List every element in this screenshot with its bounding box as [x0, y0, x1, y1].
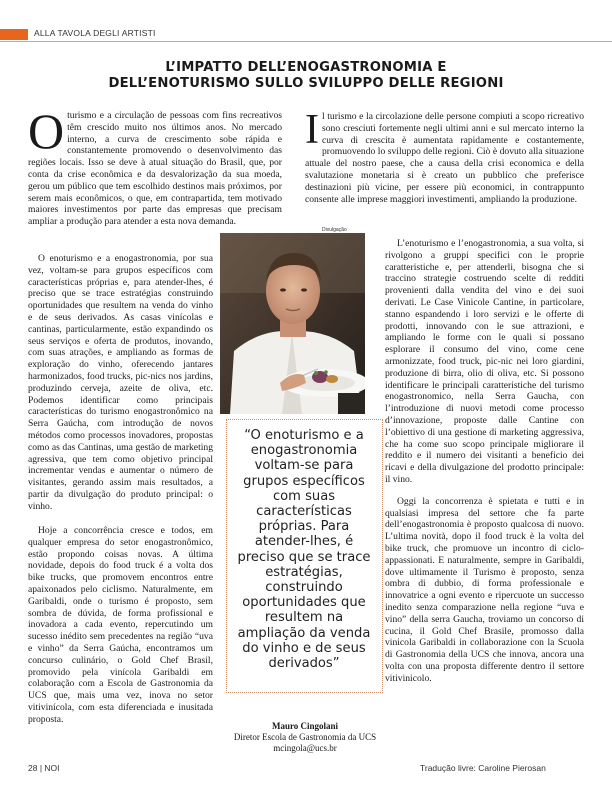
chef-photo-image [220, 233, 365, 414]
section-accent-bar [0, 29, 28, 40]
right-paragraph-2: L’enoturismo e l’enogastronomia, a sua volta, si rivolgono a gruppi specifici con le proprie caratteristiche e, per attenderli, bisogna che si traccino strategie costruendo scelte di redditi provenienti dalla vendita del vino e dei suoi derivati. Le Case Vinicole Cantine, in particolare, stanno espandendo i loro servizi e le offerte di prodotti, innovando con le sue attrazioni, e ampliando le forme con le quali si possano esplorare il consumo del vino, come cene armonizzate, food truck, pic-nic nei loro giardini, produzione di birra, olio di oliva, etc. Si possono identificare le principali caratteristiche del turismo enogastronomico, nella Serra Gaucha, con l’introduzione di nuovi metodi come processo d’innovazione, proposte dalle Cantine con l’obiettivo di una gestione di marketing aggressiva, che ha come suo scopo principale migliorare il reddito e il numero dei visitanti a beneficio dei ricavi e della divulgazione del prodotto principale: il vino. [385, 238, 584, 485]
article-title-line2: DELL’ENOTURISMO SULLO SVILUPPO DELLE REGIONI [108, 76, 504, 91]
article-title-line1: L’IMPATTO DELL’ENOGASTRONOMIA E [165, 60, 447, 75]
left-paragraph-3: Hoje a concorrência cresce e todos, em qualquer empresa do setor enogastronômico, estão propondo coisas novas. A última novidade, depois do food truck é a volta dos bike trucks, que promovem encontros entre apaixonados pelo ciclismo. Naturalmente, em Garibaldi, onde o turismo é proposto, sem sombra de dúvida, de forma profissional e inovadora a cada evento, repercutindo um sucesso inédito sem precedentes na região “uva e vinho” da Serra Gaúcha, encontramos um concurso culinário, o Gold Chef Brasil, promovido pela vinícola Garibaldi em colaboração com a Escola de Gastronomia da UCS que, mais uma vez, inova no setor vitivinícola, com esta diferenciada e inusitada proposta. [28, 525, 213, 725]
author-name: Mauro Cingolani [271, 721, 339, 731]
pullquote-text: “O enoturismo e a enogastronomia voltam-se para grupos específicos com suas características próprias. Para atender-lhes, é preciso que se trace estratégias, construindo oportunidades que resultem na ampliação da venda do vinho e de seus derivados” [237, 428, 371, 672]
left-paragraph-1: Oturismo e a circulação de pessoas com fins recreativos têm crescido muito nos últimos anos. No mercado interno, a curva de crescimento sobe rápida e constantemente promovendo o desenvolvimento das regiões locais. Isso se deve à atual situação do Brasil, que, por conta da crise econômica e da desvalorização da sua moeda, gerou um público que tem escolhido destinos mais próximos, por serem mais econômicos, o que, em contrapartida, tem motivado maiores investimentos por parte das empresas que precisam ampliar a produção para atender a esta nova demanda. [28, 103, 282, 228]
translation-credit: Tradução livre: Caroline Pierosan [420, 763, 546, 773]
header-rule [0, 41, 612, 42]
author-role: Diretor Escola de Gastronomia da UCS [233, 732, 377, 742]
page-number: 28 | NOI [28, 763, 60, 773]
left-paragraph-2: O enoturismo e a enogastronomia, por sua vez, voltam-se para grupos específicos com características próprias e, para atender-lhes, é preciso que se trace estratégias construindo oportunidades que resultem na venda do vinho e de seus derivados. As casas vinícolas e cantinas, particularmente, estão expandindo os seus serviços e oferta de produtos, inovando, com suas atrações, e ampliando as formas de exploração do vinho, oferecendo jantares harmonizados, food trucks, pic-nics nos jardins, produzindo cerveja, azeite de oliva, etc. Podemos identificar como principais características do turismo enogastronômico na Serra Gaúcha, com introdução de novos métodos como processos inovadores, propostas como as das Cantinas, uma gestão de marketing agressiva, que tem como objetivo principal incrementar vendas e aumentar o número de visitantes, gerando assim mais resultados, a partir da divulgação do produto principal: o vinho. [28, 253, 213, 512]
right-paragraph-1: Il turismo e la circolazione delle persone compiuti a scopo ricreativo sono cresciuti fortemente negli ultimi anni e sul mercato interno la curva di crescita è aumentata rapidamente e costantemente, promuovendo lo sviluppo delle regioni. Ciò è dovuto alla situazione attuale del nostro paese, che a causa della crisi economica e della svalutazione monetaria si è creato un pubblico che preferisce destinazioni più vicine, per essere più economici, in contrappunto consente alle imprese maggiori investimenti, ampliando la produzione. [305, 107, 584, 205]
left-dropcap: O [28, 103, 65, 159]
right-paragraph-3: Oggi la concorrenza è spietata e tutti e in qualsiasi impresa del settore che fa parte dell’enogastronomia è proposto qualcosa di nuovo. L’ultima novità, dopo il food truck è la volta del bike truck, che promuove un incontro di ciclo-appassionati. E naturalmente, sempre in Garibaldi, dove ultimamente il Turismo è proposto, senza ombra di dubbio, di forma professionale e innovatrice a ogni evento e ripercuote un successo inedito senza comparazione nella regione “uva e vino” della serra Gaucha, troviamo un concorso di cucina, il Gold Chef Brasile, promosso dalla vinicola Garibaldi in collaborazione con la Scuola di Gastronomia della UCS che innova, ancora una volta con una proposta differente dentro il settore vitivinicolo. [385, 495, 584, 684]
chef-photo [220, 233, 365, 414]
photo-credit: Divulgação [322, 227, 347, 233]
right-dropcap: I [305, 107, 319, 153]
right-paragraphs [385, 238, 584, 694]
section-label: ALLA TAVOLA DEGLI ARTISTI [34, 28, 156, 38]
author-email: mcingola@ucs.br [273, 743, 337, 753]
